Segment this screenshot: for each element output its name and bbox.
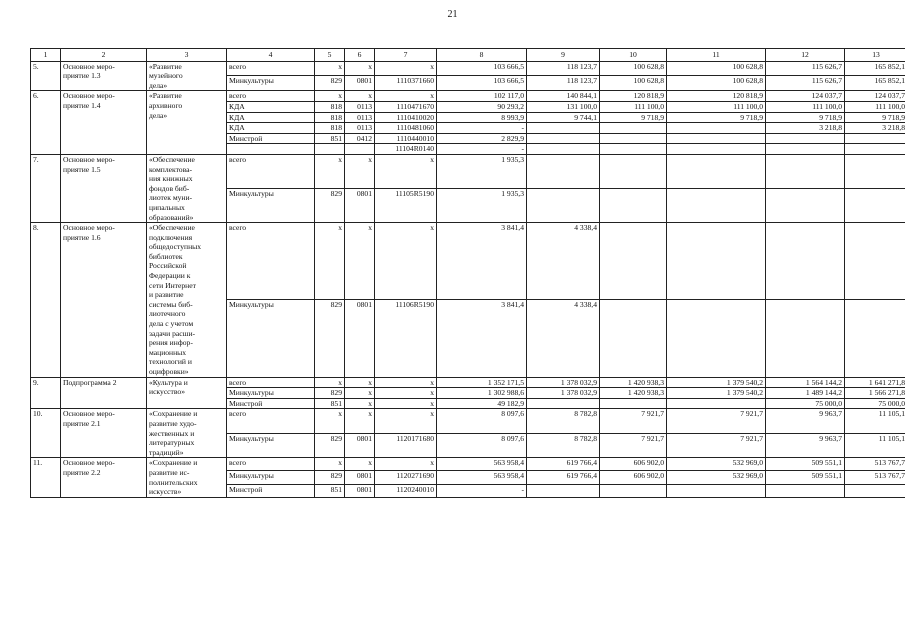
value-cell: 8 782,8 — [527, 433, 600, 457]
value-cell: 851 — [315, 398, 345, 409]
value-cell: 100 628,8 — [667, 76, 766, 91]
value-cell — [667, 144, 766, 155]
program-description-line: архивного — [149, 100, 183, 110]
program-description-line: жественных и — [149, 428, 195, 438]
value-cell: 11106R5190 — [375, 300, 437, 377]
value-cell: x — [375, 61, 437, 76]
value-cell: 4 338,4 — [527, 300, 600, 377]
value-cell: 818 — [315, 112, 345, 123]
row-number: 11. — [31, 458, 61, 497]
program-description-line: ципальных — [149, 202, 185, 212]
value-cell: 102 117,0 — [437, 91, 527, 102]
value-cell — [667, 484, 766, 497]
value-cell: 829 — [315, 76, 345, 91]
value-cell: 0412 — [345, 133, 375, 144]
value-cell: 0801 — [345, 471, 375, 484]
value-cell: 100 628,8 — [600, 76, 667, 91]
value-cell — [766, 223, 845, 300]
value-cell: 563 958,4 — [437, 458, 527, 471]
value-cell: 1 379 540,2 — [667, 377, 766, 388]
program-description-line: оцифровки» — [149, 367, 189, 376]
value-cell: 9 718,9 — [667, 112, 766, 123]
program-description-line: мационных — [149, 347, 187, 357]
value-cell: 9 718,9 — [845, 112, 905, 123]
row-number: 5. — [31, 61, 61, 91]
column-header: 9 — [527, 49, 600, 62]
value-cell: 11104R0140 — [375, 144, 437, 155]
value-cell: x — [315, 458, 345, 471]
value-cell: x — [375, 377, 437, 388]
value-cell: 3 218,8 — [766, 123, 845, 134]
column-header: 5 — [315, 49, 345, 62]
value-cell: 120 818,9 — [600, 91, 667, 102]
value-cell: 9 963,7 — [766, 433, 845, 457]
value-cell: 1 489 144,2 — [766, 388, 845, 399]
value-cell — [527, 133, 600, 144]
value-cell: 851 — [315, 484, 345, 497]
value-cell: x — [315, 377, 345, 388]
program-name-cell — [61, 61, 147, 91]
value-cell: 606 902,0 — [600, 471, 667, 484]
table-row — [31, 377, 905, 388]
value-cell: 1 378 032,9 — [527, 388, 600, 399]
value-cell: 7 921,7 — [667, 409, 766, 433]
value-cell: 0801 — [345, 76, 375, 91]
value-cell: 532 969,0 — [667, 471, 766, 484]
value-cell: 619 766,4 — [527, 458, 600, 471]
value-cell — [527, 144, 600, 155]
value-cell: - — [437, 144, 527, 155]
value-cell: 3 841,4 — [437, 300, 527, 377]
program-description-cell — [147, 223, 227, 378]
program-description-line: дела» — [149, 80, 168, 90]
value-cell: 9 963,7 — [766, 409, 845, 433]
row-number: 7. — [31, 154, 61, 222]
value-cell: x — [345, 223, 375, 300]
value-cell: 111 100,0 — [667, 101, 766, 112]
value-cell: x — [345, 154, 375, 188]
program-description-line: задачи расши- — [149, 328, 196, 338]
value-cell — [667, 398, 766, 409]
responsible-party-cell: Минкультуры — [227, 471, 315, 484]
column-header: 10 — [600, 49, 667, 62]
value-cell — [600, 300, 667, 377]
responsible-party-cell: Минкультуры — [227, 300, 315, 377]
value-cell: x — [345, 388, 375, 399]
responsible-party-cell: всего — [227, 223, 315, 300]
value-cell — [600, 484, 667, 497]
row-number: 10. — [31, 409, 61, 458]
value-cell: 1 641 271,8 — [845, 377, 905, 388]
value-cell: 2 829,9 — [437, 133, 527, 144]
value-cell — [667, 223, 766, 300]
program-name-line: Основное меро- — [63, 458, 115, 468]
value-cell: 118 123,7 — [527, 76, 600, 91]
value-cell: 9 744,1 — [527, 112, 600, 123]
value-cell: 851 — [315, 133, 345, 144]
value-cell: 829 — [315, 189, 345, 223]
program-description-line: библиотек — [149, 251, 183, 261]
table-row — [31, 409, 905, 433]
program-name-cell — [61, 409, 147, 458]
value-cell — [527, 484, 600, 497]
value-cell: 165 852,1 — [845, 61, 905, 76]
table-row — [31, 223, 905, 300]
value-cell: 1 420 938,3 — [600, 377, 667, 388]
program-description-line: лиотечного — [149, 309, 186, 319]
value-cell — [527, 154, 600, 188]
program-name-line: Подпрограмма 2 — [63, 377, 117, 387]
header-row — [31, 49, 905, 62]
column-header: 8 — [437, 49, 527, 62]
value-cell: - — [437, 123, 527, 134]
responsible-party-cell — [227, 144, 315, 155]
value-cell — [667, 300, 766, 377]
program-description-line: развитие ис- — [149, 467, 190, 477]
value-cell: x — [345, 91, 375, 102]
value-cell — [766, 484, 845, 497]
value-cell: 1 352 171,5 — [437, 377, 527, 388]
value-cell: 513 767,7 — [845, 471, 905, 484]
table-row — [31, 61, 905, 76]
value-cell: 131 100,0 — [527, 101, 600, 112]
program-name-cell — [61, 154, 147, 222]
value-cell: 7 921,7 — [600, 409, 667, 433]
value-cell: 11105R5190 — [375, 189, 437, 223]
program-description-line: «Сохранение и — [149, 458, 198, 468]
value-cell: 1 420 938,3 — [600, 388, 667, 399]
program-description-cell — [147, 154, 227, 222]
column-header: 2 — [61, 49, 147, 62]
value-cell: 829 — [315, 300, 345, 377]
program-description-line: лиотек муни- — [149, 193, 193, 203]
value-cell — [845, 133, 905, 144]
value-cell — [527, 189, 600, 223]
program-name-line: приятие 1.4 — [63, 100, 101, 110]
value-cell: x — [315, 91, 345, 102]
value-cell: 140 844,1 — [527, 91, 600, 102]
value-cell: x — [375, 388, 437, 399]
program-description-line: «Развитие — [149, 91, 182, 101]
value-cell: 9 718,9 — [766, 112, 845, 123]
value-cell: 1 302 988,6 — [437, 388, 527, 399]
value-cell: 606 902,0 — [600, 458, 667, 471]
program-description-line: Российской — [149, 261, 187, 271]
value-cell: 829 — [315, 388, 345, 399]
responsible-party-cell: всего — [227, 154, 315, 188]
value-cell — [766, 300, 845, 377]
responsible-party-cell: Минстрой — [227, 484, 315, 497]
value-cell — [600, 398, 667, 409]
program-description-line: технологий и — [149, 357, 192, 367]
value-cell: 1120240010 — [375, 484, 437, 497]
value-cell: 0801 — [345, 433, 375, 457]
value-cell — [667, 123, 766, 134]
column-header: 13 — [845, 49, 905, 62]
value-cell: 75 000,0 — [845, 398, 905, 409]
value-cell — [600, 144, 667, 155]
responsible-party-cell: КДА — [227, 112, 315, 123]
value-cell: 1 935,3 — [437, 154, 527, 188]
value-cell — [845, 223, 905, 300]
value-cell: x — [315, 409, 345, 433]
value-cell: 1 378 032,9 — [527, 377, 600, 388]
value-cell: x — [315, 223, 345, 300]
program-description-cell — [147, 409, 227, 458]
value-cell: 111 100,0 — [600, 101, 667, 112]
responsible-party-cell: всего — [227, 377, 315, 388]
value-cell — [845, 154, 905, 188]
value-cell: 115 626,7 — [766, 61, 845, 76]
value-cell: 818 — [315, 123, 345, 134]
responsible-party-cell: всего — [227, 91, 315, 102]
value-cell — [667, 154, 766, 188]
responsible-party-cell: КДА — [227, 123, 315, 134]
program-name-line: приятие 1.6 — [63, 232, 101, 242]
value-cell: 118 123,7 — [527, 61, 600, 76]
responsible-party-cell: Минкультуры — [227, 189, 315, 223]
column-header: 3 — [147, 49, 227, 62]
value-cell: 100 628,8 — [667, 61, 766, 76]
value-cell: 509 551,1 — [766, 471, 845, 484]
value-cell: 829 — [315, 471, 345, 484]
value-cell: 8 782,8 — [527, 409, 600, 433]
value-cell: 0801 — [345, 484, 375, 497]
value-cell: 49 182,9 — [437, 398, 527, 409]
responsible-party-cell: всего — [227, 409, 315, 433]
program-description-line: и развитие — [149, 290, 184, 300]
value-cell: 75 000,0 — [766, 398, 845, 409]
program-description-line: дела» — [149, 110, 168, 120]
value-cell: 11 105,1 — [845, 409, 905, 433]
program-description-cell — [147, 61, 227, 91]
value-cell: 1 566 271,8 — [845, 388, 905, 399]
program-description-line: «Культура и — [149, 377, 188, 387]
value-cell: 165 852,1 — [845, 76, 905, 91]
value-cell: 1120171680 — [375, 433, 437, 457]
value-cell: 120 818,9 — [667, 91, 766, 102]
value-cell — [667, 133, 766, 144]
program-description-line: подключения — [149, 232, 193, 242]
value-cell: 103 666,5 — [437, 76, 527, 91]
responsible-party-cell: Минкультуры — [227, 388, 315, 399]
program-description-line: «Развитие — [149, 61, 182, 71]
program-name-line: приятие 1.5 — [63, 164, 101, 174]
value-cell: 1110371660 — [375, 76, 437, 91]
value-cell: 124 037,7 — [766, 91, 845, 102]
value-cell: 3 841,4 — [437, 223, 527, 300]
value-cell — [527, 398, 600, 409]
value-cell — [600, 123, 667, 134]
program-description-line: музейного — [149, 71, 183, 81]
value-cell — [766, 189, 845, 223]
value-cell: 111 100,0 — [845, 101, 905, 112]
column-header: 11 — [667, 49, 766, 62]
value-cell: x — [375, 154, 437, 188]
value-cell: 513 767,7 — [845, 458, 905, 471]
table-row — [31, 458, 905, 471]
program-description-line: системы биб- — [149, 299, 193, 309]
value-cell — [845, 300, 905, 377]
value-cell — [766, 154, 845, 188]
value-cell: 7 921,7 — [600, 433, 667, 457]
responsible-party-cell: Минкультуры — [227, 433, 315, 457]
responsible-party-cell: Минстрой — [227, 398, 315, 409]
program-description-cell — [147, 458, 227, 497]
program-description-line: дела с учетом — [149, 319, 194, 329]
program-description-line: традиций» — [149, 447, 184, 457]
responsible-party-cell: Минкультуры — [227, 76, 315, 91]
value-cell: x — [375, 398, 437, 409]
value-cell: x — [345, 377, 375, 388]
value-cell — [600, 189, 667, 223]
value-cell: 1120271690 — [375, 471, 437, 484]
value-cell: 0113 — [345, 101, 375, 112]
value-cell: 1 564 144,2 — [766, 377, 845, 388]
value-cell: 0113 — [345, 123, 375, 134]
program-name-line: приятие 2.1 — [63, 418, 101, 428]
program-name-line: Основное меро- — [63, 61, 115, 71]
value-cell: 103 666,5 — [437, 61, 527, 76]
value-cell: 8 097,6 — [437, 409, 527, 433]
program-name-line: Основное меро- — [63, 154, 115, 164]
value-cell: - — [437, 484, 527, 497]
column-header: 6 — [345, 49, 375, 62]
responsible-party-cell: всего — [227, 61, 315, 76]
value-cell: x — [345, 458, 375, 471]
value-cell — [766, 144, 845, 155]
value-cell: 8 097,6 — [437, 433, 527, 457]
value-cell: 124 037,7 — [845, 91, 905, 102]
value-cell — [600, 223, 667, 300]
program-description-line: ния книжных — [149, 174, 193, 184]
program-name-line: приятие 1.3 — [63, 71, 101, 81]
program-description-line: «Обеспечение — [149, 154, 195, 164]
program-description-line: Федерации к — [149, 271, 191, 281]
table-row — [31, 154, 905, 188]
program-name-cell — [61, 458, 147, 497]
value-cell: 563 958,4 — [437, 471, 527, 484]
program-description-line: сети Интернет — [149, 280, 196, 290]
column-header: 1 — [31, 49, 61, 62]
value-cell: 11 105,1 — [845, 433, 905, 457]
program-description-line: комплектова- — [149, 164, 192, 174]
value-cell: x — [345, 409, 375, 433]
value-cell: 509 551,1 — [766, 458, 845, 471]
row-number: 6. — [31, 91, 61, 155]
value-cell: 619 766,4 — [527, 471, 600, 484]
column-header: 7 — [375, 49, 437, 62]
program-description-line: общедоступных — [149, 242, 202, 252]
program-name-cell — [61, 377, 147, 409]
value-cell: 818 — [315, 101, 345, 112]
column-header: 12 — [766, 49, 845, 62]
value-cell: 7 921,7 — [667, 433, 766, 457]
value-cell: 0801 — [345, 300, 375, 377]
value-cell: 1110471670 — [375, 101, 437, 112]
value-cell: 1 379 540,2 — [667, 388, 766, 399]
program-description-line: «Обеспечение — [149, 223, 195, 233]
value-cell: 1110410020 — [375, 112, 437, 123]
value-cell: 1 935,3 — [437, 189, 527, 223]
value-cell — [766, 133, 845, 144]
responsible-party-cell: Минстрой — [227, 133, 315, 144]
row-number: 9. — [31, 377, 61, 409]
value-cell: x — [345, 398, 375, 409]
program-description-line: образований» — [149, 212, 194, 222]
value-cell: 100 628,8 — [600, 61, 667, 76]
value-cell: 3 218,8 — [845, 123, 905, 134]
value-cell: x — [315, 61, 345, 76]
column-header: 4 — [227, 49, 315, 62]
value-cell — [845, 189, 905, 223]
value-cell: x — [375, 223, 437, 300]
table-row — [31, 91, 905, 102]
program-name-line: приятие 2.2 — [63, 467, 101, 477]
value-cell: x — [375, 409, 437, 433]
responsible-party-cell: КДА — [227, 101, 315, 112]
value-cell: 111 100,0 — [766, 101, 845, 112]
program-description-line: искусство» — [149, 387, 185, 397]
value-cell: 115 626,7 — [766, 76, 845, 91]
value-cell: 4 338,4 — [527, 223, 600, 300]
budget-table — [30, 48, 905, 498]
value-cell — [845, 484, 905, 497]
responsible-party-cell: всего — [227, 458, 315, 471]
value-cell: 0801 — [345, 189, 375, 223]
value-cell: x — [345, 61, 375, 76]
value-cell: 1110481060 — [375, 123, 437, 134]
program-description-line: «Сохранение и — [149, 409, 198, 419]
program-description-cell — [147, 91, 227, 155]
value-cell: 829 — [315, 433, 345, 457]
value-cell: 8 993,9 — [437, 112, 527, 123]
program-description-line: развитие худо- — [149, 418, 197, 428]
program-description-line: фондов биб- — [149, 183, 190, 193]
program-name-cell — [61, 223, 147, 378]
page-number: 21 — [447, 9, 458, 20]
value-cell: 9 718,9 — [600, 112, 667, 123]
program-description-line: искусств» — [149, 487, 182, 497]
value-cell: x — [315, 154, 345, 188]
program-name-line: Основное меро- — [63, 409, 115, 419]
program-name-cell — [61, 91, 147, 155]
value-cell — [345, 144, 375, 155]
row-number: 8. — [31, 223, 61, 378]
program-name-line: Основное меро- — [63, 223, 115, 233]
value-cell — [527, 123, 600, 134]
program-description-line: литературных — [149, 438, 195, 448]
value-cell — [667, 189, 766, 223]
value-cell: x — [375, 458, 437, 471]
program-name-line: Основное меро- — [63, 91, 115, 101]
value-cell: x — [375, 91, 437, 102]
value-cell — [600, 154, 667, 188]
program-description-line: рения инфор- — [149, 338, 193, 348]
value-cell: 0113 — [345, 112, 375, 123]
value-cell: 90 293,2 — [437, 101, 527, 112]
value-cell — [315, 144, 345, 155]
value-cell: 532 969,0 — [667, 458, 766, 471]
value-cell — [600, 133, 667, 144]
value-cell — [845, 144, 905, 155]
program-description-cell — [147, 377, 227, 409]
program-description-line: полнительских — [149, 477, 198, 487]
value-cell: 1110440010 — [375, 133, 437, 144]
